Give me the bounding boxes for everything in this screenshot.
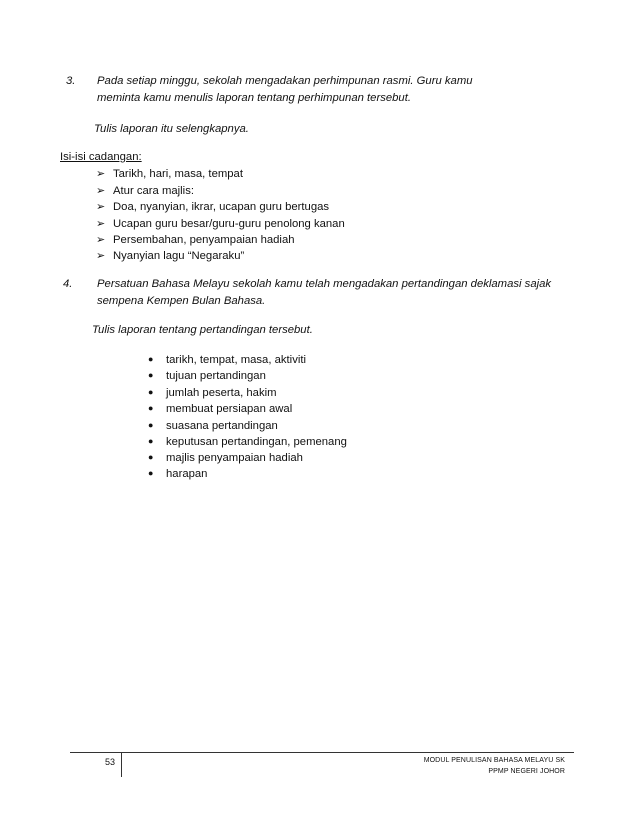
list-item: ● tarikh, tempat, masa, aktiviti <box>148 354 307 366</box>
question-3-instruction: Tulis laporan itu selengkapnya. <box>94 123 249 135</box>
footer-organization: PPMP NEGERI JOHOR <box>488 768 565 775</box>
arrow-bullet-icon: ➢ <box>96 168 106 180</box>
question-3-line-1: Pada setiap minggu, sekolah mengadakan perhimpunan rasmi. Guru kamu <box>97 75 473 87</box>
question-4-instruction: Tulis laporan tentang pertandingan tersebut. <box>92 324 313 336</box>
list-item: ➢ Ucapan guru besar/guru-guru penolong kanan <box>96 218 345 230</box>
list-item: ➢ Nyanyian lagu “Negaraku” <box>96 250 245 262</box>
footer-module-title: MODUL PENULISAN BAHASA MELAYU SK <box>423 757 565 764</box>
list-item: ● majlis penyampaian hadiah <box>148 452 303 464</box>
bullet-icon: ● <box>148 354 154 364</box>
bullet-icon: ● <box>148 468 154 478</box>
bullet-icon: ● <box>148 370 154 380</box>
arrow-bullet-icon: ➢ <box>96 201 106 213</box>
bullet-icon: ● <box>148 436 154 446</box>
list-item: ● suasana pertandingan <box>148 420 278 432</box>
list-item: ● jumlah peserta, hakim <box>148 387 277 399</box>
question-4-number: 4. <box>63 278 73 290</box>
bullet-icon: ● <box>148 403 154 413</box>
arrow-bullet-icon: ➢ <box>96 185 106 197</box>
question-4-line-2: sempena Kempen Bulan Bahasa. <box>97 295 266 307</box>
list-item: ● harapan <box>148 468 208 480</box>
bullet-icon: ● <box>148 387 154 397</box>
list-item: ● keputusan pertandingan, pemenang <box>148 436 347 448</box>
list-item: ➢ Persembahan, penyampaian hadiah <box>96 234 295 246</box>
question-3-line-2: meminta kamu menulis laporan tentang perhimpunan tersebut. <box>97 92 411 104</box>
list-item: ● tujuan pertandingan <box>148 370 266 382</box>
arrow-bullet-icon: ➢ <box>96 250 106 262</box>
list-item: ➢ Doa, nyanyian, ikrar, ucapan guru bertugas <box>96 201 330 213</box>
question-4-line-1: Persatuan Bahasa Melayu sekolah kamu telah mengadakan pertandingan deklamasi sajak <box>97 278 552 290</box>
bullet-icon: ● <box>148 420 154 430</box>
footer-divider <box>70 752 574 753</box>
list-item: ● membuat persiapan awal <box>148 403 293 415</box>
bullet-icon: ● <box>148 452 154 462</box>
footer-vertical-divider <box>121 752 122 777</box>
arrow-bullet-icon: ➢ <box>96 218 106 230</box>
list-item: ➢ Atur cara majlis: <box>96 185 194 197</box>
question-3-number: 3. <box>66 75 76 87</box>
arrow-bullet-icon: ➢ <box>96 234 106 246</box>
page-number: 53 <box>105 757 116 767</box>
isi-cadangan-heading: Isi-isi cadangan: <box>60 151 142 163</box>
list-item: ➢ Tarikh, hari, masa, tempat <box>96 168 243 180</box>
